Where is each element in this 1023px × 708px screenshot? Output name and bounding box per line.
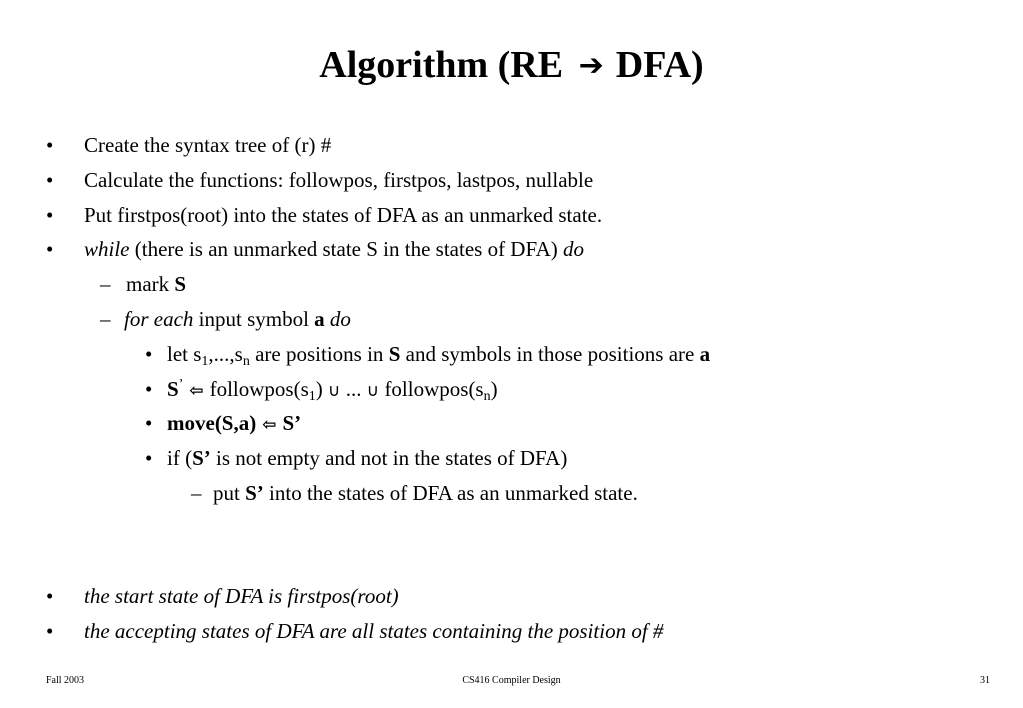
keyword-while: while (84, 237, 130, 261)
dash-marker: – (100, 307, 111, 331)
bullet-marker: • (145, 446, 153, 470)
footer-page-number: 31 (980, 675, 990, 686)
bullet-put-firstpos: Put firstpos(root) into the states of DFA as an unmarked state. (84, 203, 603, 227)
bullet-accepting-states: the accepting states of DFA are all states containing the position of # (84, 619, 664, 643)
bullet-while-loop (84, 235, 584, 263)
state-s: S (388, 342, 401, 366)
bullet-marker: • (46, 203, 54, 227)
bullet-calculate-functions: Calculate the functions: followpos, firstpos, lastpos, nullable (84, 168, 594, 192)
prime-mark: ’ (178, 377, 184, 392)
symbol-a: a (314, 307, 325, 331)
let-text: let s (167, 342, 202, 366)
union-symbol: ∪ (328, 381, 341, 401)
bullet-marker: • (46, 168, 54, 192)
put-text: put (213, 481, 246, 505)
subscript: n (242, 354, 250, 369)
state-s-prime: S’ (282, 411, 302, 435)
sub-mark-s (126, 270, 186, 298)
state-s-prime: S’ (245, 481, 264, 505)
keyword-do: do (563, 237, 585, 261)
arrow-right-icon: ➔ (578, 48, 604, 83)
footer-date: Fall 2003 (46, 675, 85, 686)
bullet-marker: • (46, 133, 54, 157)
bullet-start-state: the start state of DFA is firstpos(root) (84, 584, 399, 608)
paren: ) (315, 377, 323, 401)
followpos-text: followpos(s (384, 377, 484, 401)
bullet-marker: • (145, 411, 153, 435)
state-s: S (167, 377, 179, 401)
keyword-do: do (329, 307, 351, 331)
arrow-left-icon: ⇦ (189, 381, 204, 401)
symbol-a: a (699, 342, 711, 366)
subscript: 1 (308, 389, 316, 404)
dots-text: ... (345, 377, 362, 401)
title-right: DFA) (615, 44, 704, 86)
bullet-marker: • (46, 584, 54, 608)
for-each-text: input symbol (193, 307, 315, 331)
dash-marker: – (100, 272, 111, 296)
put-rest-text: into the states of DFA as an unmarked state. (263, 481, 638, 505)
slide-title (0, 40, 1023, 91)
subscript: 1 (201, 354, 209, 369)
union-symbol: ∪ (366, 381, 380, 401)
positions-text: are positions in (249, 342, 389, 366)
while-condition: (there is an unmarked state S in the states of DFA) (129, 237, 564, 261)
mark-text: mark (126, 272, 175, 296)
followpos-text: followpos(s (209, 377, 309, 401)
item-s-prime-followpos (167, 375, 498, 405)
title-left: Algorithm (RE (319, 44, 564, 86)
mark-s: S (174, 272, 187, 296)
bullet-marker: • (145, 377, 153, 401)
dots-text: ,...,s (208, 342, 243, 366)
item-if-not-empty (167, 444, 567, 472)
bullet-marker: • (145, 342, 153, 366)
arrow-left-icon: ⇦ (262, 415, 277, 435)
dash-marker: – (191, 481, 202, 505)
bullet-marker: • (46, 619, 54, 643)
paren: ) (490, 377, 498, 401)
bullet-syntax-tree: Create the syntax tree of (r) # (84, 133, 332, 157)
if-text: if ( (167, 446, 193, 470)
subscript: n (483, 389, 491, 404)
bullet-marker: • (46, 237, 54, 261)
footer-course: CS416 Compiler Design (462, 675, 561, 686)
sub-for-each (124, 305, 351, 333)
state-s-prime: S’ (192, 446, 211, 470)
item-move (167, 409, 301, 439)
symbols-text: and symbols in those positions are (400, 342, 700, 366)
condition-text: is not empty and not in the states of DFA) (210, 446, 568, 470)
keyword-for-each: for each (124, 307, 194, 331)
move-function: move(S,a) (167, 411, 257, 435)
item-let-positions (167, 340, 710, 368)
item-put-state (213, 479, 638, 507)
